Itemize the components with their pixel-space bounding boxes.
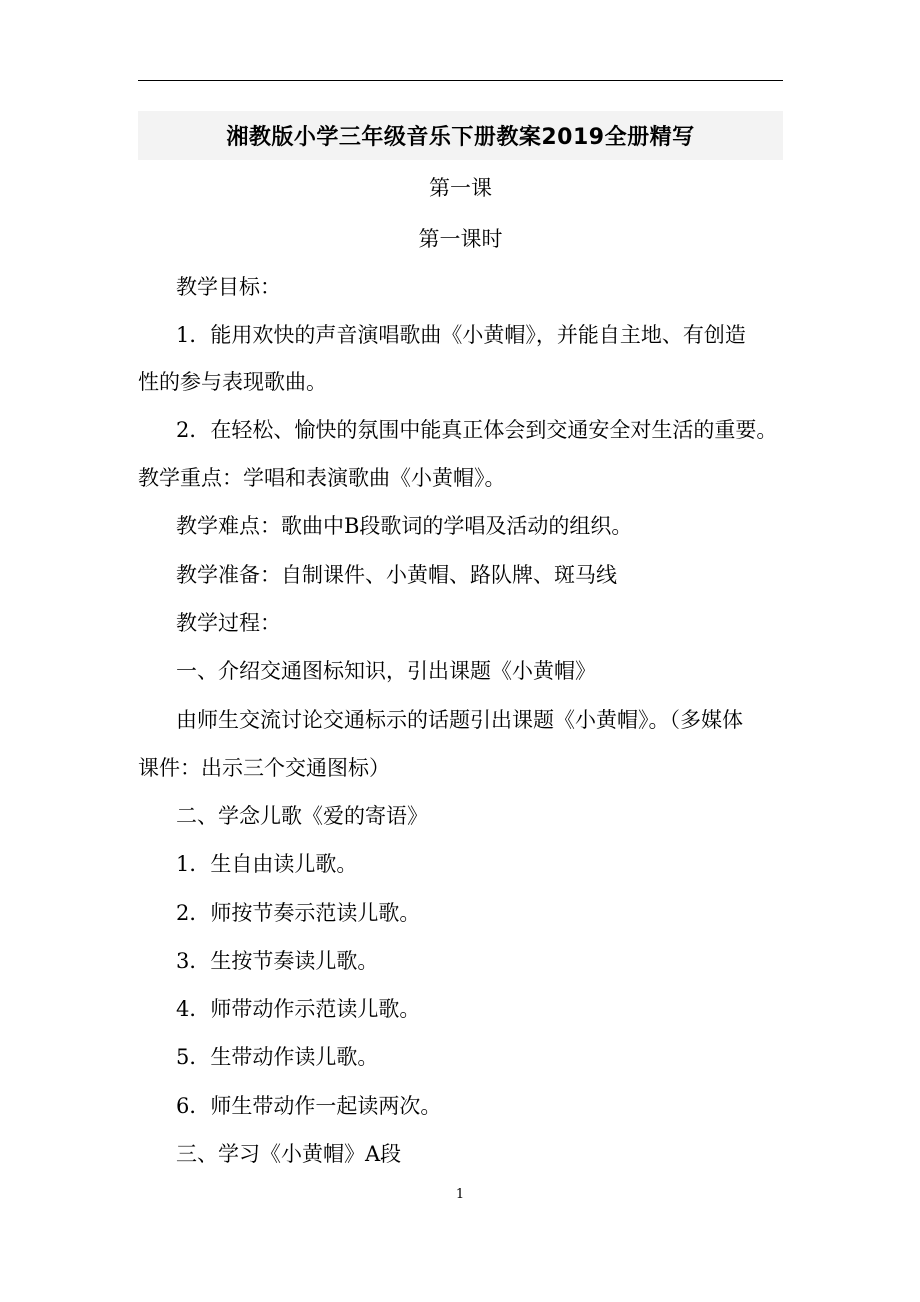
page-number: 1 [455, 1187, 465, 1202]
text-line: 一、介绍交通图标知识，引出课题《小黄帽》 [176, 659, 596, 683]
text-line: 教学重点：学唱和表演歌曲《小黄帽》。 [138, 466, 506, 490]
header-rule [138, 80, 783, 81]
text-line: 教学过程： [176, 611, 281, 635]
text-line: 教学难点：歌曲中B段歌词的学唱及活动的组织。 [176, 514, 633, 538]
text-line: 2．在轻松、愉快的氛围中能真正体会到交通安全对生活的重要。 [176, 418, 778, 442]
text-line: 1．生自由读儿歌。 [176, 852, 358, 876]
text-line: 三、学习《小黄帽》A段 [176, 1142, 402, 1166]
text-line: 由师生交流讨论交通标示的话题引出课题《小黄帽》。（多媒体 [176, 708, 743, 732]
text-line: 6．师生带动作一起读两次。 [176, 1094, 442, 1118]
text-line: 教学目标： [176, 275, 281, 299]
text-line: 二、学念儿歌《爱的寄语》 [176, 804, 428, 828]
text-line: 性的参与表现歌曲。 [138, 370, 327, 394]
text-line: 1．能用欢快的声音演唱歌曲《小黄帽》，并能自主地、有创造 [176, 323, 746, 347]
text-line: 5．生带动作读儿歌。 [176, 1045, 379, 1069]
title-band [138, 111, 783, 160]
text-line: 教学准备：自制课件、小黄帽、路队牌、斑马线 [176, 563, 617, 587]
text-line: 课件：出示三个交通图标） [138, 756, 390, 780]
text-line: 3．生按节奏读儿歌。 [176, 949, 379, 973]
period-heading: 第一课时 [418, 227, 503, 251]
document-title: 湘教版小学三年级音乐下册教案2019全册精写 [226, 125, 695, 150]
text-line: 2．师按节奏示范读儿歌。 [176, 901, 421, 925]
text-line: 4．师带动作示范读儿歌。 [176, 997, 421, 1021]
lesson-heading: 第一课 [429, 176, 492, 200]
